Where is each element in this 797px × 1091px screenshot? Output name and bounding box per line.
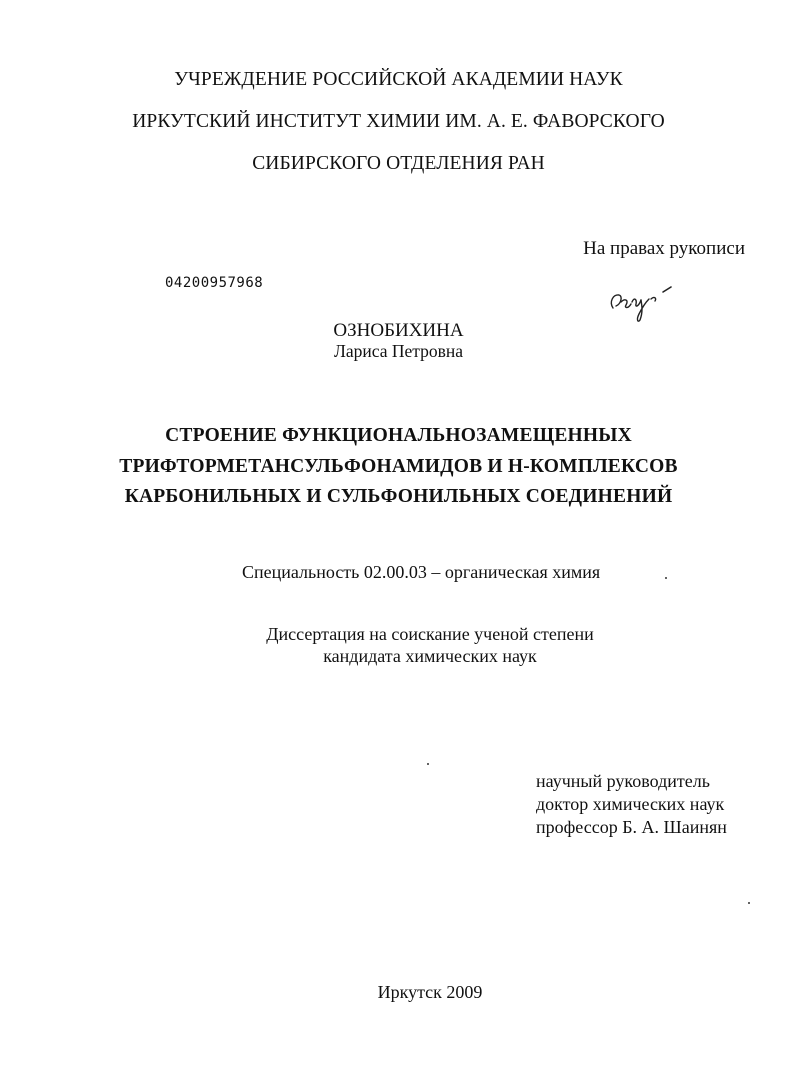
supervisor-degree: доктор химических наук <box>536 794 725 814</box>
catalog-code: 04200957968 <box>165 275 264 291</box>
handwritten-signature <box>607 282 677 324</box>
dissertation-title-line-2: ТРИФТОРМЕТАНСУЛЬФОНАМИДОВ И Н-КОМПЛЕКСОВ <box>119 456 678 477</box>
author-given-names: Лариса Петровна <box>333 341 464 361</box>
scan-speck <box>427 763 429 765</box>
degree-line-2: кандидата химических наук <box>323 646 537 666</box>
scan-speck <box>665 577 667 579</box>
supervisor-name: профессор Б. А. Шаинян <box>536 817 727 837</box>
specialty-line: Специальность 02.00.03 – органическая химия <box>242 562 601 582</box>
institution-line-1: УЧРЕЖДЕНИЕ РОССИЙСКОЙ АКАДЕМИИ НАУК <box>174 69 623 90</box>
degree-line-1: Диссертация на соискание ученой степени <box>266 624 594 644</box>
dissertation-title-line-1: СТРОЕНИЕ ФУНКЦИОНАЛЬНОЗАМЕЩЕННЫХ <box>165 425 632 446</box>
institution-line-2: ИРКУТСКИЙ ИНСТИТУТ ХИМИИ ИМ. А. Е. ФАВОРСКОГО <box>132 111 665 132</box>
city-year: Иркутск 2009 <box>377 982 483 1002</box>
institution-line-3: СИБИРСКОГО ОТДЕЛЕНИЯ РАН <box>252 153 545 174</box>
author-surname: ОЗНОБИХИНА <box>333 320 464 341</box>
manuscript-rights-note: На правах рукописи <box>583 238 745 259</box>
supervisor-role: научный руководитель <box>536 771 710 791</box>
scan-speck <box>748 902 750 904</box>
dissertation-title-line-3: КАРБОНИЛЬНЫХ И СУЛЬФОНИЛЬНЫХ СОЕДИНЕНИЙ <box>124 486 673 507</box>
